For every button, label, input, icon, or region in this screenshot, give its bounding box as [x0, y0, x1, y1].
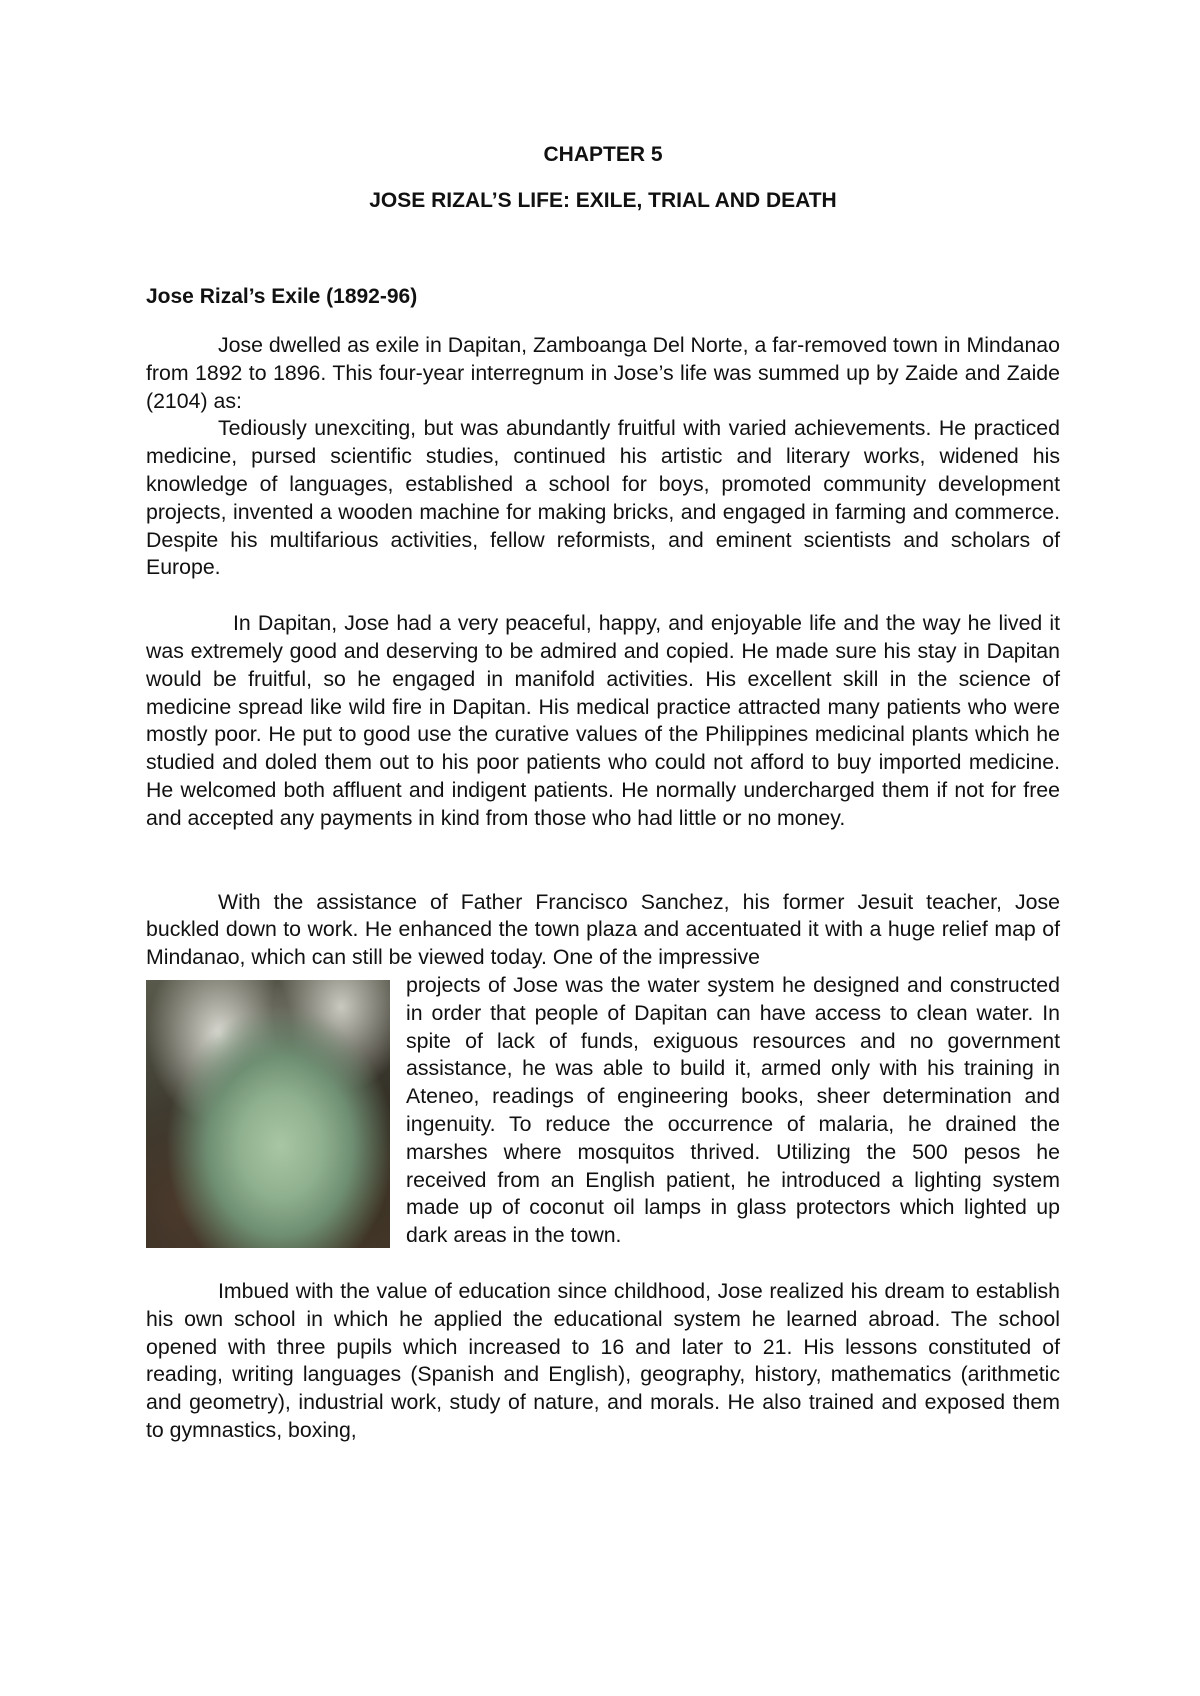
paragraph-school: Imbued with the value of education since childhood, Jose realized his dream to establish his own school in which he applied the educational system he learned abroad. The school opened with three pupils which increased to 16 and later to 21. His lessons constituted of reading, writing languages (Spanish and English), geography, history, mathematics (arithmetic and geometry), industrial work, study of nature, and morals. He also trained and exposed them to gymnastics, boxing,: [146, 1278, 1060, 1442]
chapter-number: CHAPTER 5: [543, 143, 663, 166]
chapter-title: JOSE RIZAL’S LIFE: EXILE, TRIAL AND DEATH: [369, 189, 837, 212]
water-system-photo: [146, 980, 390, 1248]
document-page: [146, 140, 1060, 1660]
image-text-block: [146, 972, 1060, 1250]
paragraph-dapitan-life: In Dapitan, Jose had a very peaceful, happy, and enjoyable life and the way he lived it was extremely good and deserving to be admired and copied. He made sure his stay in Dapitan would be fruitful, so he engaged in manifold activities. His excellent skill in the science of medicine spread like wild fire in Dapitan. His medical practice attracted many patients who were mostly poor. He put to good use the curative values of the Philippines medicinal plants which he studied and doled them out to his poor patients who could not afford to buy imported medicine. He welcomed both affluent and indigent patients. He normally undercharged them if not for free and accepted any payments in kind from those who had little or no money.: [146, 611, 1060, 830]
paragraph-public-works-intro: With the assistance of Father Francisco Sanchez, his former Jesuit teacher, Jose buckled down to work. He enhanced the town plaza and accentuated it with a huge relief map of Mindanao, which can still be viewed today. One of the impressive: [146, 889, 1060, 970]
paragraph-water-system: projects of Jose was the water system he designed and constructed in order that people of Dapitan can have access to clean water. In spite of lack of funds, exiguous resources and no government assistance, he was able to build it, armed only with his training in Ateneo, readings of engineering books, sheer determination and ingenuity. To reduce the occurrence of malaria, he drained the marshes where mosquitos thrived. Utilizing the 500 pesos he received from an English patient, he introduced a lighting system made up of coconut oil lamps in glass protectors which lighted up dark areas in the town.: [406, 972, 1060, 1248]
section-heading: Jose Rizal’s Exile (1892-96): [146, 285, 418, 308]
paragraph-exile-intro: Jose dwelled as exile in Dapitan, Zamboanga Del Norte, a far-removed town in Mindanao from 1892 to 1896. This four-year interregnum in Jose’s life was summed up by Zaide and Zaide (2104) as:: [146, 333, 1060, 413]
quote-zaide: Tediously unexciting, but was abundantly fruitful with varied achievements. He practiced medicine, pursed scientific studies, continued his artistic and literary works, widened his knowledge of languages, established a school for boys, promoted community development projects, invented a wooden machine for making bricks, and engaged in farming and commerce. Despite his multifarious activities, fellow reformists, and eminent scientists and scholars of Europe.: [146, 416, 1060, 580]
